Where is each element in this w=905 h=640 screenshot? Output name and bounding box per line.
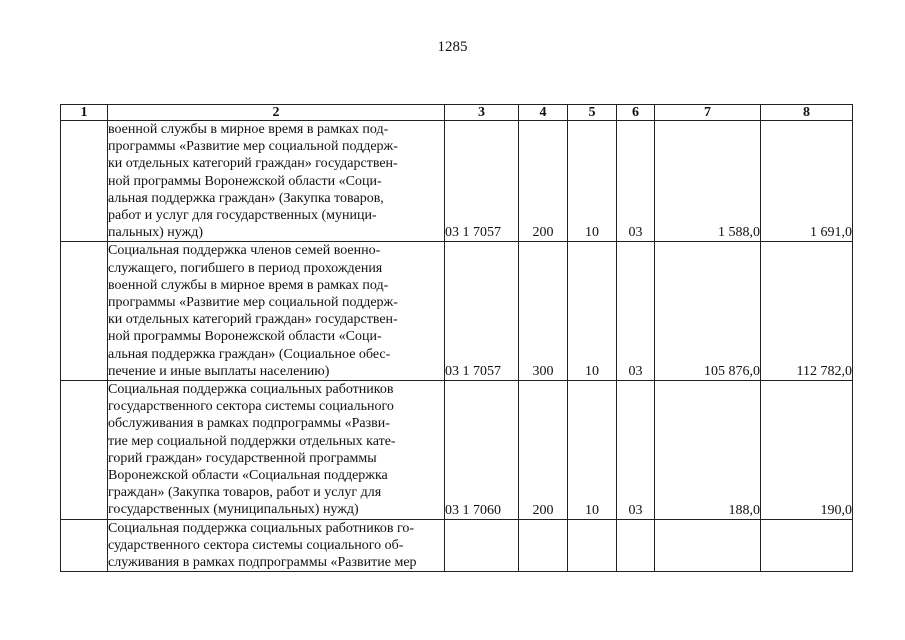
amount-year2-cell: 112 782,0 <box>761 242 853 381</box>
description-line: альная поддержка граждан» (Социальное обес- <box>108 346 391 362</box>
description-cell <box>108 242 445 381</box>
amount-year1-cell: 105 876,0 <box>655 242 761 381</box>
expense-type-cell: 300 <box>519 242 568 381</box>
description-line: Социальная поддержка социальных работников го- <box>108 520 415 536</box>
section-cell: 10 <box>568 121 617 242</box>
description-line: горий граждан» государственной программы <box>108 450 377 466</box>
column-header-7: 7 <box>655 105 761 121</box>
amount-year2-cell: 190,0 <box>761 381 853 520</box>
expense-type-cell: 200 <box>519 381 568 520</box>
column-header-5: 5 <box>568 105 617 121</box>
column-header-6: 6 <box>617 105 655 121</box>
description-line: граждан» (Закупка товаров, работ и услуг для <box>108 485 382 501</box>
column-header-8: 8 <box>761 105 853 121</box>
description-line: военной службы в мирное время в рамках под- <box>108 277 389 293</box>
description-line: ной программы Воронежской области «Соци- <box>108 173 382 189</box>
description-line: работ и услуг для государственных (муници- <box>108 208 377 224</box>
description-cell <box>108 519 445 572</box>
description-line: ки отдельных категорий граждан» государствен- <box>108 312 398 328</box>
target-code-cell <box>445 519 519 572</box>
section-cell: 10 <box>568 381 617 520</box>
description-line: пальных) нужд) <box>108 225 204 241</box>
description-line: тие мер социальной поддержки отдельных кате- <box>108 433 396 449</box>
description-line: Социальная поддержка членов семей военно- <box>108 243 381 259</box>
expense-type-cell <box>519 519 568 572</box>
description-line: альная поддержка граждан» (Закупка товаров, <box>108 190 384 206</box>
target-code-cell: 03 1 7057 <box>445 121 519 242</box>
subsection-cell: 03 <box>617 121 655 242</box>
description-cell <box>108 381 445 520</box>
description-line: Социальная поддержка социальных работников <box>108 382 394 398</box>
description-line: государственных (муниципальных) нужд) <box>108 502 359 518</box>
column-header-4: 4 <box>519 105 568 121</box>
description-line: служащего, погибшего в период прохождения <box>108 260 383 276</box>
amount-year1-cell: 188,0 <box>655 381 761 520</box>
amount-year1-cell <box>655 519 761 572</box>
amount-year2-cell <box>761 519 853 572</box>
description-line: ной программы Воронежской области «Соци- <box>108 329 382 345</box>
description-line: печение и иные выплаты населению) <box>108 363 330 379</box>
header-row <box>61 105 853 121</box>
page-number: 1285 <box>437 39 468 55</box>
target-code-cell: 03 1 7057 <box>445 242 519 381</box>
row-index-cell <box>61 121 108 242</box>
section-cell <box>568 519 617 572</box>
target-code-cell: 03 1 7060 <box>445 381 519 520</box>
table-row <box>61 121 853 242</box>
amount-year2-cell: 1 691,0 <box>761 121 853 242</box>
expense-type-cell: 200 <box>519 121 568 242</box>
description-line: программы «Развитие мер социальной поддерж- <box>108 295 398 311</box>
table-row <box>61 519 853 572</box>
description-line: сударственного сектора системы социального об- <box>108 537 404 553</box>
description-line: Воронежской области «Социальная поддержка <box>108 468 388 484</box>
description-line: ки отдельных категорий граждан» государствен- <box>108 156 398 172</box>
description-line: государственного сектора системы социального <box>108 399 394 415</box>
row-index-cell <box>61 242 108 381</box>
description-line: военной службы в мирное время в рамках под- <box>108 122 389 137</box>
amount-year1-cell: 1 588,0 <box>655 121 761 242</box>
budget-table <box>60 104 853 572</box>
subsection-cell: 03 <box>617 381 655 520</box>
column-header-1: 1 <box>61 105 108 121</box>
section-cell: 10 <box>568 242 617 381</box>
subsection-cell: 03 <box>617 242 655 381</box>
subsection-cell <box>617 519 655 572</box>
description-line: обслуживания в рамках подпрограммы «Разви- <box>108 416 390 432</box>
description-line: служивания в рамках подпрограммы «Развитие мер <box>108 555 417 571</box>
table-row <box>61 381 853 520</box>
column-header-3: 3 <box>445 105 519 121</box>
row-index-cell <box>61 519 108 572</box>
table-row <box>61 242 853 381</box>
description-line: программы «Развитие мер социальной поддерж- <box>108 139 398 155</box>
description-cell <box>108 121 445 242</box>
row-index-cell <box>61 381 108 520</box>
column-header-2: 2 <box>108 105 445 121</box>
